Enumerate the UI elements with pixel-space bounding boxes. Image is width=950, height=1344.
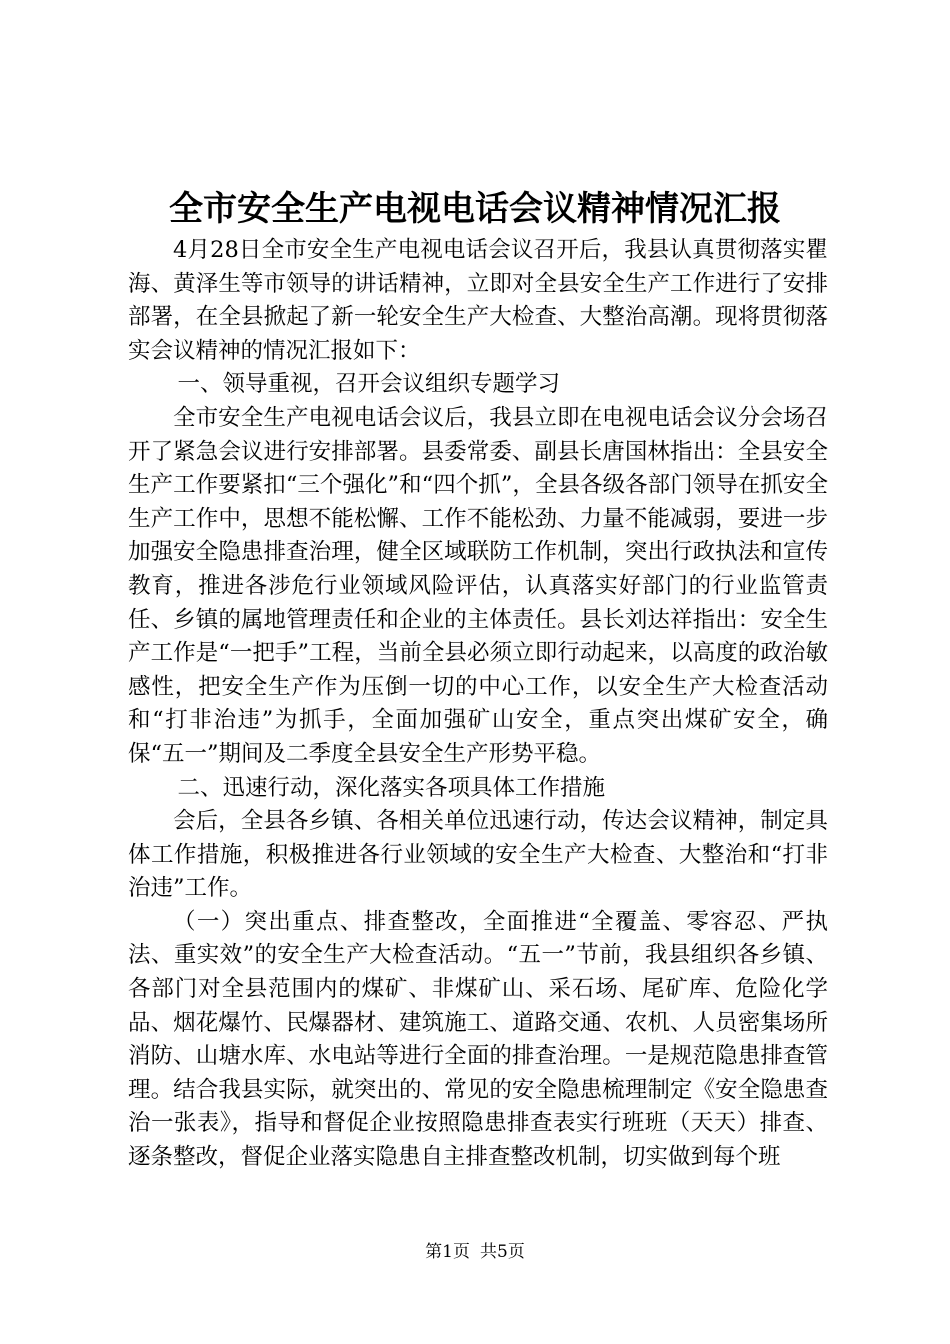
document-title: 全市安全生产电视电话会议精神情况汇报 (169, 189, 781, 229)
page-footer (0, 1240, 950, 1264)
paragraph-inspection: （一）突出重点、排查整改，全面推进“全覆盖、零容忍、严执法、重实效”的安全生产大检查活动。“五一”节前，我县组织各乡镇、各部门对全县范围内的煤矿、非煤矿山、采石场、尾矿库、危险化学品、烟花爆竹、民爆器材、建筑施工、道路交通、农机、人员密集场所消防、山塘水库、水电站等进行全面的排查治理。一是规范隐患排查管理。结合我县实际，就突出的、常见的安全隐患梳理制定《安全隐患查治一张表》，指导和督促企业按照隐患排查表实行班班（天天）排查、逐条整改，督促企业落实隐患自主排查整改机制，切实做到每个班 (128, 908, 828, 1171)
paragraph-action: 会后，全县各乡镇、各相关单位迅速行动，传达会议精神，制定具体工作措施，积极推进各行业领域的安全生产大检查、大整治和“打非治违”工作。 (128, 808, 828, 902)
paragraph-meeting: 全市安全生产电视电话会议后，我县立即在电视电话会议分会场召开了紧急会议进行安排部署。县委常委、副县长唐国林指出：全县安全生产工作要紧扣“三个强化”和“四个抓”，全县各级各部门领导在抓安全生产工作中，思想不能松懈、工作不能松劲、力量不能减弱，要进一步加强安全隐患排查治理，健全区域联防工作机制，突出行政执法和宣传教育，推进各涉危行业领域风险评估，认真落实好部门的行业监管责任、乡镇的属地管理责任和企业的主体责任。县长刘达祥指出：安全生产工作是“一把手”工程，当前全县必须立即行动起来，以高度的政治敏感性，把安全生产作为压倒一切的中心工作，以安全生产大检查活动和“打非治违”为抓手，全面加强矿山安全，重点突出煤矿安全，确保“五一”期间及二季度全县安全生产形势平稳。 (128, 404, 828, 767)
page-total: 共5页 (480, 1242, 525, 1262)
page-number: 第1页 (425, 1242, 470, 1262)
section-heading-2: 二、迅速行动，深化落实各项具体工作措施 (177, 774, 606, 801)
paragraph-intro: 4月28日全市安全生产电视电话会议召开后，我县认真贯彻落实瞿海、黄泽生等市领导的讲话精神，立即对全县安全生产工作进行了安排部署，在全县掀起了新一轮安全生产大检查、大整治高潮。现将贯彻落实会议精神的情况汇报如下： (128, 237, 828, 364)
document-body (128, 234, 828, 1175)
section-heading-1: 一、领导重视，召开会议组织专题学习 (177, 371, 561, 398)
